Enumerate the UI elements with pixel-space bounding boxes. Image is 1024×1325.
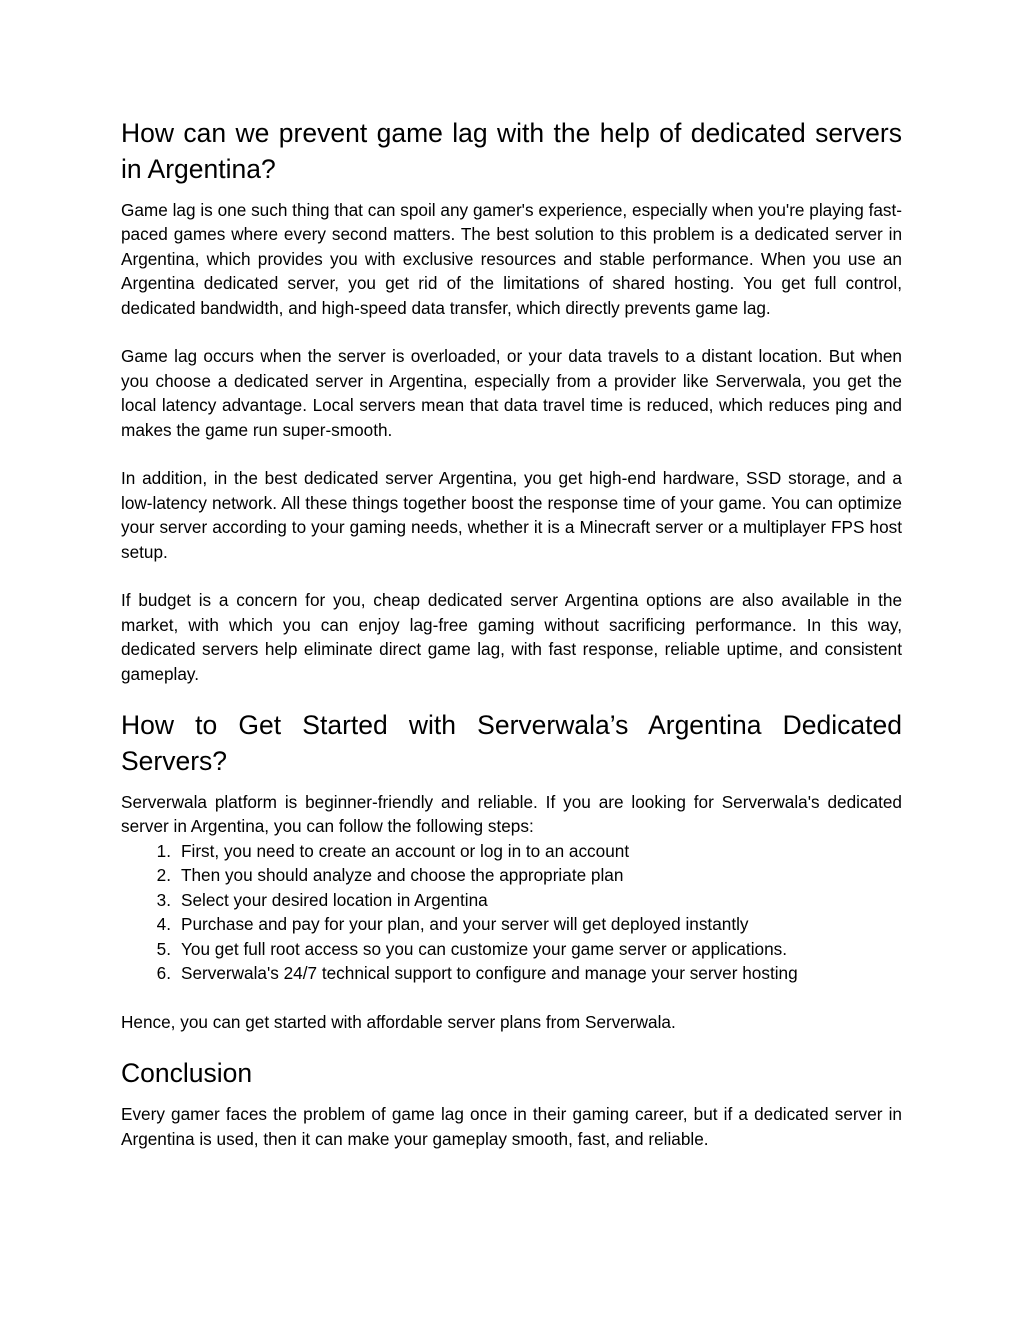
- section-heading-get-started: How to Get Started with Serverwala’s Argentina Dedicated Servers?: [121, 710, 902, 777]
- list-item: [121, 839, 902, 863]
- paragraph-spacer: [121, 985, 902, 1009]
- list-number: 6.: [156, 962, 171, 983]
- list-item: [121, 912, 902, 936]
- paragraph-spacer: [121, 320, 902, 344]
- list-item-text: Serverwala's 24/7 technical support to configure and manage your server hosting: [181, 962, 798, 983]
- list-item-text: Select your desired location in Argentina: [181, 889, 488, 910]
- paragraph: Every gamer faces the problem of game lag once in their gaming career, but if a dedicated server in Argentina is used, then it can make your gameplay smooth, fast, and reliable.: [121, 1104, 902, 1149]
- list-item-text: First, you need to create an account or log in to an account: [181, 840, 630, 861]
- paragraph: Serverwala platform is beginner-friendly and reliable. If you are looking for Serverwala's dedicated server in Argentina, you can follow the following steps:: [121, 792, 902, 837]
- list-item-text: Then you should analyze and choose the appropriate plan: [181, 865, 624, 886]
- paragraph: Hence, you can get started with affordable server plans from Serverwala.: [121, 1011, 676, 1032]
- paragraph: Game lag is one such thing that can spoil any gamer's experience, especially when you're playing fast-paced games where every second matters. The best solution to this problem is a dedicated server in Argentina, which provides you with exclusive resources and stable performance. When you use an Argentina dedicated server, you get rid of the limitations of shared hosting. You get full control, dedicated bandwidth, and high-speed data transfer, which directly prevents game lag.: [121, 200, 902, 318]
- list-item-text: You get full root access so you can customize your game server or applications.: [181, 938, 788, 959]
- list-item: [121, 937, 902, 961]
- section-spacer: [121, 686, 902, 707]
- list-item: [121, 863, 902, 887]
- list-number: 4.: [156, 914, 171, 935]
- document-page: [121, 115, 902, 1151]
- list-number: 1.: [156, 840, 171, 861]
- list-number: 3.: [156, 889, 171, 910]
- section-heading-conclusion: Conclusion: [121, 1058, 253, 1089]
- section-spacer: [121, 1034, 902, 1055]
- list-number: 5.: [156, 938, 171, 959]
- steps-list: [121, 839, 902, 985]
- paragraph: If budget is a concern for you, cheap dedicated server Argentina options are also available in the market, with which you can enjoy lag-free gaming without sacrificing performance. In this way, dedicated servers help eliminate direct game lag, with fast response, reliable uptime, and consistent gameplay.: [121, 590, 902, 684]
- section-heading-prevent-lag: How can we prevent game lag with the help of dedicated servers in Argentina?: [121, 118, 902, 184]
- paragraph: In addition, in the best dedicated server Argentina, you get high-end hardware, SSD storage, and a low-latency network. All these things together boost the response time of your game. You can optimize your server according to your gaming needs, whether it is a Minecraft server or a multiplayer FPS host setup.: [121, 468, 902, 562]
- list-item: [121, 888, 902, 912]
- list-item-text: Purchase and pay for your plan, and your server will get deployed instantly: [181, 914, 749, 935]
- list-number: 2.: [156, 865, 171, 886]
- paragraph-spacer: [121, 564, 902, 588]
- paragraph-spacer: [121, 442, 902, 466]
- paragraph: Game lag occurs when the server is overloaded, or your data travels to a distant location. But when you choose a dedicated server in Argentina, especially from a provider like Serverwala, you get the local latency advantage. Local servers mean that data travel time is reduced, which reduces ping and makes the game run super-smooth.: [121, 346, 902, 440]
- list-item: [121, 961, 902, 985]
